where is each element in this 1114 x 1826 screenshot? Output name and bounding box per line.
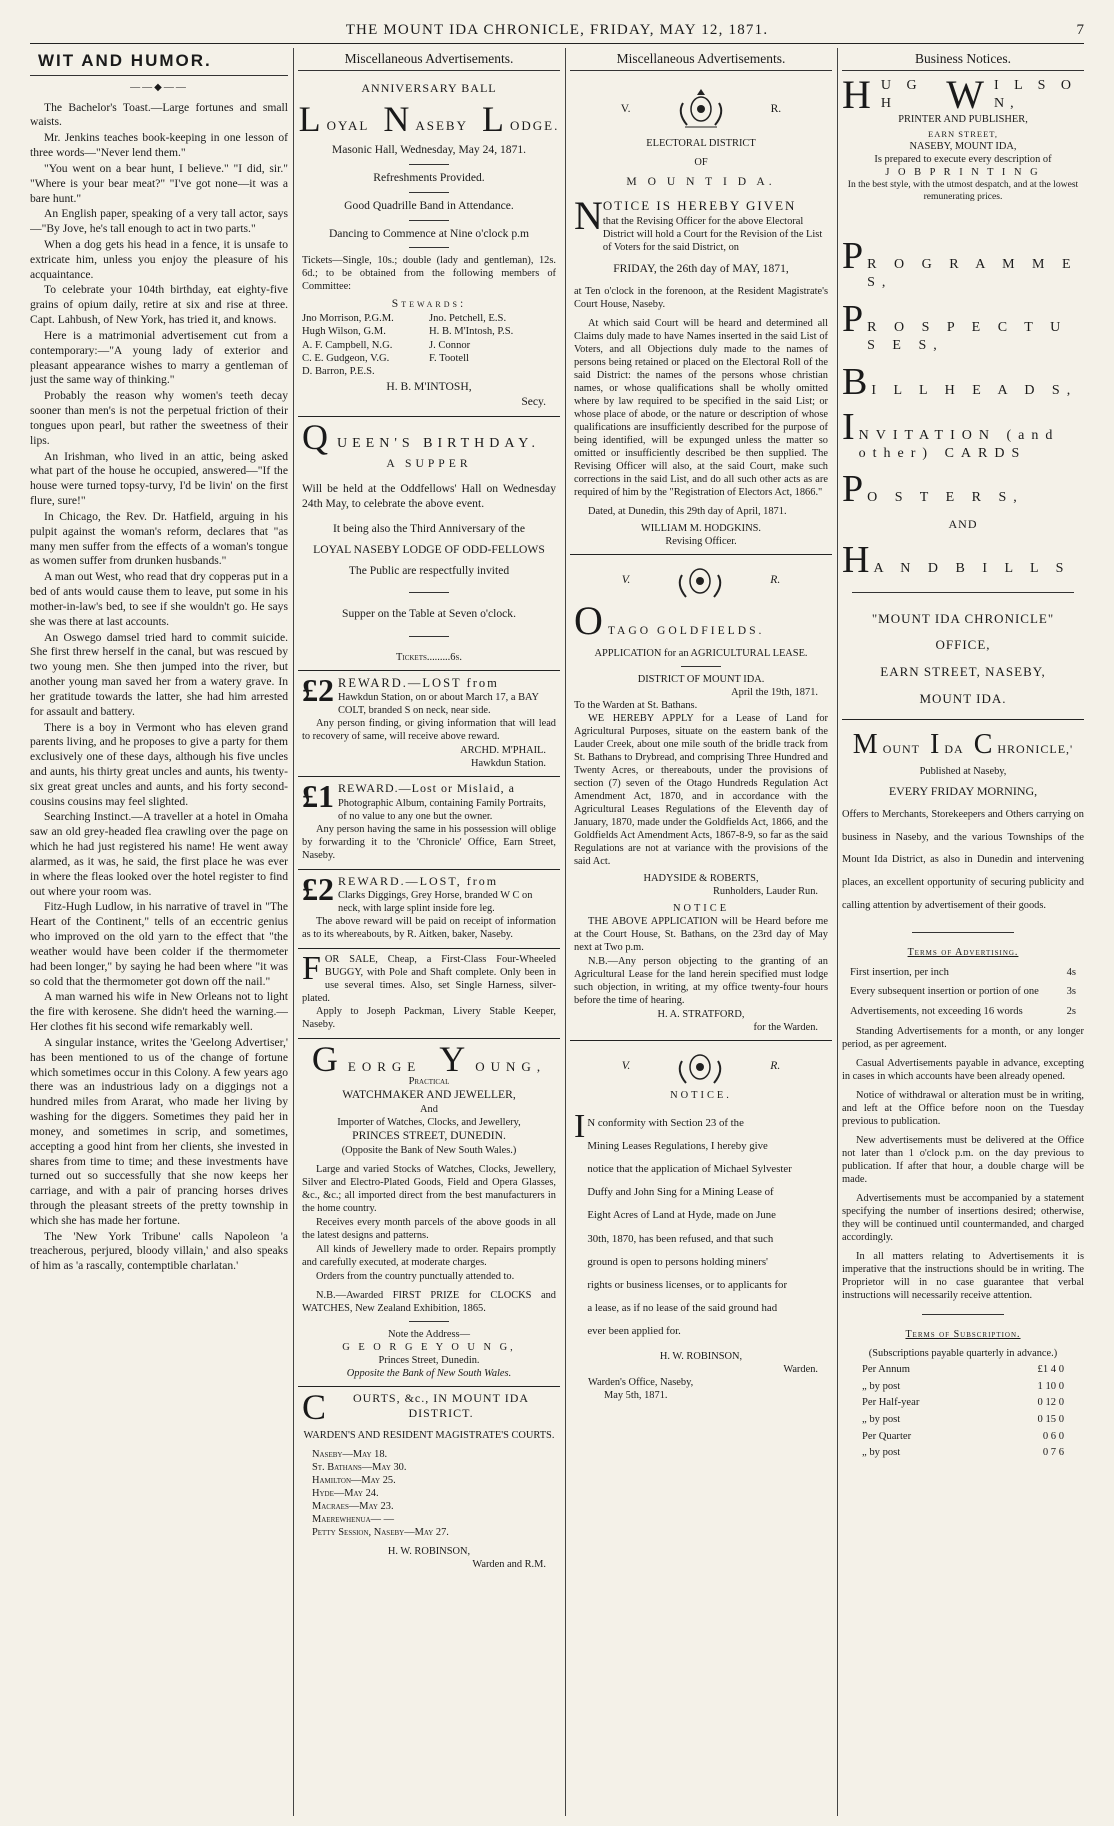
humor-paragraph: A singular instance, writes the 'Geelong Advertiser,' has been mentioned to us of the change of fortune which sometimes occur in this Colony. A few years ago there was an industrious lady on a diggings not a hundred miles from Ararat, who made her living by washing for the diggers. Sometimes they paid her in money, and sometimes in scrip, and sometimes, accepting a good hint from her clients, she invested in shares from time to time; and these investments have turned out so successfully that she now keeps her carriage, and with a pair of prancing horses drives through the pleasant streets of the pretty township in which she has made her fortune.	[30, 1035, 288, 1227]
humor-paragraph: An Oswego damsel tried hard to commit suicide. She first threw herself in the canal, but was rescued by two young men. She then jumped into the river, but another young man saved her from a watery grave. In her gratitude towards the latter, she had him arrested for assault and battery.	[30, 630, 288, 718]
service-label: AND	[948, 517, 978, 532]
subscription-row	[862, 1396, 1064, 1410]
subscription-row	[862, 1413, 1064, 1427]
humor-paragraph: A man out West, who read that dry copperas put in a bed of ants would cause them to leave, put some in his mother-in-law's bed, to see if she wouldn't go. He says she was there at last accounts.	[30, 570, 288, 628]
subscription-label: „ by post	[862, 1414, 901, 1425]
ad-title: Q UEEN'S BIRTHDAY.	[302, 416, 541, 457]
stewards-list	[302, 312, 556, 378]
subscription-value: 0 12 0	[1037, 1397, 1064, 1409]
court-date: Macraes—May 23.	[312, 1501, 394, 1513]
rate-label: First insertion, per inch	[850, 966, 949, 978]
section-heading: Miscellaneous Advertisements.	[570, 48, 832, 71]
column-misc-ads-2	[570, 48, 832, 1816]
court-date: Naseby—May 18.	[312, 1449, 388, 1461]
subscription-row	[862, 1363, 1064, 1377]
steward-name: C. E. Gudgeon, V.G.	[302, 352, 390, 364]
humor-paragraph: Probably the reason why women's teeth decay sooner than men's is not the perpetual friction of their tongues upon pearl, but rather the sweetness of their lips.	[30, 389, 288, 447]
humor-paragraph: Fitz-Hugh Ludlow, in his narrative of travel in "The Heart of the Continent," tells of an eccentric genius who improved on the old yarn to the effect that "the weather would have been colder if the thermometer had been longer," by saying he had been where "it was so cold that the thermometer got down off the nail."	[30, 900, 288, 988]
drop-cap: P	[842, 235, 864, 278]
subscription-value: 0 6 0	[1042, 1430, 1064, 1442]
drop-cap: I	[842, 405, 855, 448]
column-business-notices: Business Notices. H U G H W I L S O N, PRINTER AND PUBLISHER, EARN STREET, NASEBY, MOUNT IDA, Is prepared to execute every description of J O B P R I N T I N G In the best style, with the utmost despatch, and at the lowest remunerating prices. P R O G R A M M E S, P R O S P E C T U S E S, B I L L H E A D S, I NVITATION (and other) CARDS P O S T E R S, AND H A N D B I L L S "MOUNT IDA CHRONICLE" OFFICE, EARN STREET, NASEBY, MOUNT IDA. M OUNT I DA C HRONICLE,' Published at Naseby, EVERY FRIDAY MORNING, Offers to Merchants, Storekeepers and Others carrying on business in Naseby, and the various Townships of the Mount Ida District, as also in Dunedin and intervening places, an excellent opportunity of securing publicity and calling attention by advertisement of their goods. Terms of Advertising. First insertion, per inch 4s Every subsequent insertion or portion of one 3s Advertisements, not exceeding 16 words 2s Standing Advertisements for a month, or any longer period, as per agreement. Casual Advertisements payable in advance, excepting in cases in which accounts have been already opened. Notice of withdrawal or alteration must be in writing, and left at the Office before noon on the Tuesday previous to publication. New advertisements must be delivered at the Office not later than 1 o'clock p.m. on the day previous to publication. If after that hour, a double charge will be made. Advertisements must be accompanied by a statement specifying the number of insertions desired; otherwise, they will be continued until countermanded, and charged accordingly. In all matters relating to Advertisements it is imperative that the instructions should be in writing. The Proprietor will in no case guarantee that verbal instructions will necessarily receive attention. Terms of Subscription. (Subscriptions payable quarterly in advance.) Per Annum £1 4 0 „ by post 1 10 0 Per Half-year 0 12 0 „ by post 0 15 0 Per Quarter 0 6 0 „ by post 0 7 6	[842, 48, 1084, 1816]
rate-row	[850, 985, 1076, 999]
section-heading: WIT AND HUMOR.	[30, 48, 288, 76]
notice-line: Duffy and John Sing for a Mining Lease of	[587, 1186, 774, 1199]
printing-service-item	[842, 517, 1084, 532]
printing-service-item	[842, 235, 1084, 292]
printing-service-item	[842, 297, 1084, 355]
notice-line: a lease, as if no lease of the said ground had	[587, 1302, 778, 1315]
reward-amount: £2	[302, 870, 334, 907]
band: Good Quadrille Band in Attendance.	[344, 198, 514, 212]
notice-line: N conformity with Section 23 of the	[587, 1116, 744, 1129]
ad-queens-birthday: Q UEEN'S BIRTHDAY. A SUPPER Will be held at the Oddfellows' Hall on Wednesday 24th May, to celebrate the above event. It being also the Third Anniversary of the LOYAL NASEBY LODGE OF ODD-FELLOWS The Public are respectfully invited Supper on the Table at Seven o'clock. Tickets.........6s.	[298, 417, 560, 671]
humor-paragraph: An English paper, speaking of a very tall actor, says—"By Jove, he's tall enough to act in two parts."	[30, 207, 288, 236]
ad-mining-notice: V. R. NOTICE. I N conformity with Section 23 of the Mining Leases Regulations, I hereby give notice that the application of Michael Sylvester Duffy and John Sing for a Mining Lease of Eight Acres of Land at Hyde, made on June 30th, 1870, has been refused, and that such ground is open to persons holding miners' rights or business licenses, or to applicants for a lease, as if no lease of the said ground had ever been applied for. H. W. ROBINSON, Warden. Warden's Office, Naseby, May 5th, 1871.	[570, 1041, 832, 1408]
subscription-label: „ by post	[862, 1380, 901, 1392]
notice-line: rights or business licenses, or to applicants for	[587, 1278, 788, 1291]
court-date: Hyde—May 24.	[312, 1488, 379, 1500]
printing-service-item	[842, 468, 1084, 511]
steward-name	[429, 365, 556, 378]
court-date: Petty Session, Naseby—May 27.	[312, 1527, 449, 1539]
subscription-row	[862, 1430, 1064, 1444]
humor-paragraph: In Chicago, the Rev. Dr. Hatfield, arguing in his pulpit against the woman's reform, declares that "as many men suffer from the effects of a woman's tongue as women suffer from drunken husbands."	[30, 509, 288, 568]
drop-cap: H	[842, 538, 870, 581]
signature: H. B. M'INTOSH,	[386, 380, 472, 394]
humor-paragraphs	[30, 101, 288, 1275]
ad-reward-album: £1 REWARD.—Lost or Mislaid, a Photographic Album, containing Family Portraits, of no value to any one but the owner. Any person having the same in his possession will oblige by forwarding it to the 'Chronicle' Office, Earn Street, Naseby.	[298, 777, 560, 869]
page-number: 7	[1076, 22, 1084, 38]
reward-amount: £1	[302, 778, 334, 815]
service-label: R O S P E C T U S E S,	[867, 319, 1068, 353]
ad-otago-goldfields: V. R. O TAGO GOLDFIELDS. APPLICATION for an AGRICULTURAL LEASE. DISTRICT OF MOUNT IDA. April the 19th, 1871. To the Warden at St. Bathans. WE HEREBY APPLY for a Lease of Land for Agricultural Purposes, situate on the eastern bank of the Lauder Creek, about one mile south of the bridle track from St. Bathans to Drybread, and comprising Three Hundred and Twenty Acres, or thereabouts, under the provisions of section (7) seven of the Otago Hundreds Regulation Act Amendment Act, 1870, and in accordance with the Agricultural Leases Regulations of the Eleventh day of January, 1870, made under the Goldfields Act, 1866, and the Goldfields Act Amendment Acts, 1867-8-9, so far as the said Regulations are not at variance with the provisions of the said Act. HADYSIDE & ROBERTS, Runholders, Lauder Run. NOTICE THE ABOVE APPLICATION will be Heard before me at the Court House, St. Bathans, on the 23rd day of May next at Two p.m. N.B.—Any person objecting to the granting of an Agricultural Lease for the land herein specified must lodge such objection, in writing, at my office twenty-four hours before the time of hearing. H. A. STRATFORD, for the Warden.	[570, 555, 832, 1041]
ad-electoral-district: V. R. ELECTORAL DISTRICT OF M O U N T I D A. N OTICE IS HEREBY GIVEN that the Revising Officer for the above Electoral District will hold a Court for the Revision of the List of Voters for the said District, on FRIDAY, the 26th day of MAY, 1871, at Ten o'clock in the forenoon, at the Resident Magistrate's Court House, Naseby. At which said Court will be heard and determined all Claims duly made to have Names inserted in the said List of Voters, and all Objections duly made to the names of persons being retained or placed on the Electoral Roll of the said District: the names of the persons whose christian names, or whose qualifications shall be wholly omitted where by law required to be specified in the said List; or whose place of abode, or the nature or description of whose qualifications are insufficiently described for the purpose of being identified, will be expunged unless the matter so omitted or insufficiently described be then supplied. The Revising Officer will also, at the said Court, make such corrections in the said List, and do all such other acts as are required of him by the "Registration of Electors Act, 1866." Dated, at Dunedin, this 29th day of April, 1871. WILLIAM M. HODGKINS. Revising Officer.	[570, 77, 832, 554]
masthead	[30, 18, 1084, 44]
notice-line: Eight Acres of Land at Hyde, made on June	[587, 1209, 776, 1222]
royal-coat-of-arms-icon	[670, 557, 730, 605]
ad-title: O TAGO GOLDFIELDS.	[574, 597, 765, 643]
venue: Masonic Hall, Wednesday, May 24, 1871.	[331, 143, 527, 157]
humor-paragraph: The 'New York Tribune' calls Napoleon 'a treacherous, perjured, bloody villain,' and also speaks of him as 'a rascally, contemptible charlatan.'	[30, 1229, 288, 1273]
printing-service-item	[842, 538, 1084, 581]
royal-coat-of-arms-icon	[670, 1043, 730, 1091]
subscription-label: „ by post	[862, 1447, 901, 1459]
column-misc-ads-1	[298, 48, 560, 1816]
ad-subtitle: A SUPPER	[386, 457, 472, 471]
royal-crest: V. R.	[574, 1045, 828, 1089]
notice-line: ever been applied for.	[587, 1325, 681, 1338]
humor-paragraph: A man warned his wife in New Orleans not to light the fire with kerosene. She didn't heed the warning.—Her clothes fit his second wife remarkably well.	[30, 990, 288, 1034]
notice-line: notice that the application of Michael Sylvester	[587, 1162, 792, 1175]
subscription-value: 0 15 0	[1037, 1414, 1064, 1425]
service-label: R O G R A M M E S,	[867, 257, 1078, 291]
drop-cap: P	[842, 297, 864, 340]
rate-value: 2s	[1066, 1006, 1076, 1018]
royal-crest: V. R.	[574, 81, 828, 137]
printing-services-list	[842, 235, 1084, 581]
column-rule	[293, 48, 294, 1816]
ad-george-young: G EORGE Y OUNG, Practical WATCHMAKER AND JEWELLER, And Importer of Watches, Clocks, and Jewellery, PRINCES STREET, DUNEDIN. (Opposite the Bank of New South Wales.) Large and varied Stocks of Watches, Clocks, Jewellery, Silver and Electro-Plated Goods, Field and Opera Glasses, &c., &c.; all imported direct from the best manufacturers in the home country. Receives every month parcels of the above goods in all the latest designs and patterns. All kinds of Jewellery made to order. Repairs promptly and carefully executed, at moderate charges. Orders from the country punctually attended to. N.B.—Awarded FIRST PRIZE for CLOCKS and WATCHES, New Zealand Exhibition, 1865. Note the Address— G E O R G E Y O U N G, Princes Street, Dunedin. Opposite the Bank of New South Wales.	[298, 1039, 560, 1387]
steward-name: F. Tootell	[429, 352, 470, 364]
advertising-rates	[842, 966, 1084, 1019]
drop-cap: B	[842, 360, 868, 403]
subscription-label: Per Annum	[862, 1364, 910, 1376]
ad-body: Will be held at the Oddfellows' Hall on Wednesday 24th May, to celebrate the above event.	[302, 482, 556, 511]
steward-name: Jno Morrison, P.G.M.	[302, 313, 394, 325]
courts-list	[302, 1448, 556, 1539]
humor-paragraph: Mr. Jenkins teaches book-keeping in one lesson of three words—"Never lend them."	[30, 131, 288, 160]
section-heading: Business Notices.	[842, 48, 1084, 71]
ad-anniversary-ball	[298, 77, 560, 417]
humor-paragraph: Here is a matrimonial advertisement cut from a contemporary:—"A young lady of exterior and pleasant appearance wishes to marry a gentleman of just the same way of thinking."	[30, 328, 288, 387]
service-label: A N D B I L L S	[873, 560, 1071, 576]
column-wit-and-humor	[30, 48, 288, 1816]
rate-label: Advertisements, not exceeding 16 words	[850, 1006, 1023, 1018]
subscription-label: Per Quarter	[862, 1430, 912, 1442]
court-date: Hamilton—May 25.	[312, 1475, 396, 1487]
humor-paragraph: There is a boy in Vermont who has eleven grand parents living, and he proposes to give a party for them exclusively one of these days, although his five uncles and aunts, his thirty great uncles and aunts, his twenty-six great great uncles and aunts, and his forty second-cousins cousins may feel slighted.	[30, 720, 288, 808]
subscription-value: £1 4 0	[1037, 1364, 1064, 1376]
subscription-value: 1 10 0	[1037, 1380, 1064, 1392]
humor-paragraph: When a dog gets his head in a fence, it is unsafe to extricate him, unless you enjoy the pleasure of his acquaintance.	[30, 238, 288, 281]
court-date: St. Bathans—May 30.	[312, 1462, 407, 1474]
humor-paragraph: An Irishman, who lived in an attic, being asked what part of the house he occupied, answered—"If the house were turned topsy-turvy, I'd be livin' on the first flure, sure!"	[30, 449, 288, 508]
mining-body	[587, 1112, 828, 1344]
notice-line: ground is open to persons holding miners'	[587, 1255, 769, 1268]
chronicle-name: M OUNT I DA C HRONICLE,'	[852, 729, 1074, 761]
section-heading: Miscellaneous Advertisements.	[298, 48, 560, 71]
ad-title: G EORGE Y OUNG,	[311, 1038, 547, 1079]
ad-reward-grey-horse: £2 REWARD.—LOST, from Clarks Diggings, Grey Horse, branded W C on neck, with large splint inside fore leg. The above reward will be paid on receipt of information as to its whereabouts, by R. Aitken, baker, Naseby.	[298, 870, 560, 949]
rate-row	[850, 1005, 1076, 1019]
column-rule	[565, 48, 566, 1816]
service-label: NVITATION (and other) CARDS	[858, 427, 1060, 461]
humor-paragraph: "You went on a bear hunt, I believe." "I did, sir." "Where is your bear meat?" "I've got none—it was a bare hunt."	[30, 161, 288, 205]
ad-title: ANNIVERSARY BALL	[361, 81, 497, 96]
steward-name: J. Connor	[429, 339, 471, 351]
steward-name: A. F. Campbell, N.G.	[302, 339, 393, 351]
reward-amount: £2	[302, 672, 334, 709]
royal-coat-of-arms-icon	[671, 85, 731, 133]
humor-paragraph: To celebrate your 104th birthday, eat eighty-five grains of opium daily, retire at six and rise at three. Capt. Lahbush, of New York, has tried it, and knows.	[30, 283, 288, 327]
dancing: Dancing to Commence at Nine o'clock p.m	[328, 226, 530, 240]
steward-name: H. B. M'Intosh, P.S.	[429, 326, 514, 338]
lodge-name: L OYAL N ASEBY L ODGE.	[298, 98, 560, 139]
tickets-info: Tickets—Single, 10s.; double (lady and gentleman), 12s. 6d.; to be obtained from the following members of Committee:	[302, 255, 556, 293]
newspaper-title: THE MOUNT IDA CHRONICLE, FRIDAY, MAY 12, 1871.	[345, 22, 769, 38]
subscription-row	[862, 1446, 1064, 1460]
steward-name: Hugh Wilson, G.M.	[302, 326, 386, 338]
notice-line: Mining Leases Regulations, I hereby give	[587, 1139, 768, 1152]
ad-for-sale-buggy: FOR SALE, Cheap, a First-Class Four-Wheeled BUGGY, with Pole and Shaft complete. Only been in use several times. Also, set Single Harness, silver-plated. Apply to Joseph Packman, Livery Stable Keeper, Naseby.	[298, 949, 560, 1039]
subscription-row	[862, 1380, 1064, 1394]
printer-name: H U G H W I L S O N,	[842, 72, 1078, 118]
subscription-value: 0 7 6	[1042, 1447, 1064, 1459]
ornament-divider: ——◆——	[130, 81, 188, 93]
subscription-label: Per Half-year	[862, 1397, 920, 1409]
steward-name: Jno. Petchell, E.S.	[429, 313, 507, 325]
subscription-rates	[842, 1363, 1084, 1459]
service-label: I L L H E A D S,	[871, 382, 1078, 398]
rate-label: Every subsequent insertion or portion of one	[850, 986, 1039, 998]
stewards-heading: Stewards:	[391, 297, 467, 311]
service-label: O S T E R S,	[867, 490, 1024, 506]
rate-value: 3s	[1066, 986, 1076, 998]
court-date: Maerewhenua— —	[312, 1514, 394, 1526]
tickets-price: Tickets.........6s.	[396, 652, 462, 664]
humor-paragraph: The Bachelor's Toast.—Large fortunes and small waists.	[30, 100, 288, 129]
steward-name: D. Barron, P.E.S.	[302, 366, 375, 378]
printing-service-item	[842, 405, 1084, 463]
printing-service-item	[842, 360, 1084, 403]
column-rule	[837, 48, 838, 1816]
rate-value: 4s	[1066, 966, 1076, 978]
rate-row	[850, 966, 1076, 980]
refreshments: Refreshments Provided.	[373, 170, 485, 184]
signature-role: Secy.	[521, 395, 546, 409]
ad-title: C OURTS, &c., IN MOUNT IDA DISTRICT.	[302, 1386, 530, 1427]
humor-paragraph: Searching Instinct.—A traveller at a hotel in Omaha saw an old grey-headed flea crawling over the page on which he had just registered his name! He went away alarmed, as it was, he said, the first place he was ever in where the fleas looked over the hotel register to find out where your room was.	[30, 810, 288, 898]
royal-crest: V. R.	[574, 559, 828, 603]
notice-line: 30th, 1870, has been refused, and that such	[587, 1232, 774, 1245]
ad-reward-bay-colt: £2 REWARD.—LOST from Hawkdun Station, on or about March 17, a BAY COLT, branded S on neck, near side. Any person finding, or giving information that will lead to recovery of same, will receive above reward. ARCHD. M'PHAIL. Hawkdun Station.	[298, 671, 560, 777]
drop-cap: P	[842, 468, 864, 511]
ad-courts: C OURTS, &c., IN MOUNT IDA DISTRICT. WARDEN'S AND RESIDENT MAGISTRATE'S COURTS. Naseby—May 18. St. Bathans—May 30. Hamilton—May 25. Hyde—May 24. Macraes—May 23. Maerewhenua— — Petty Session, Naseby—May 27. H. W. ROBINSON, Warden and R.M.	[302, 1386, 555, 1571]
